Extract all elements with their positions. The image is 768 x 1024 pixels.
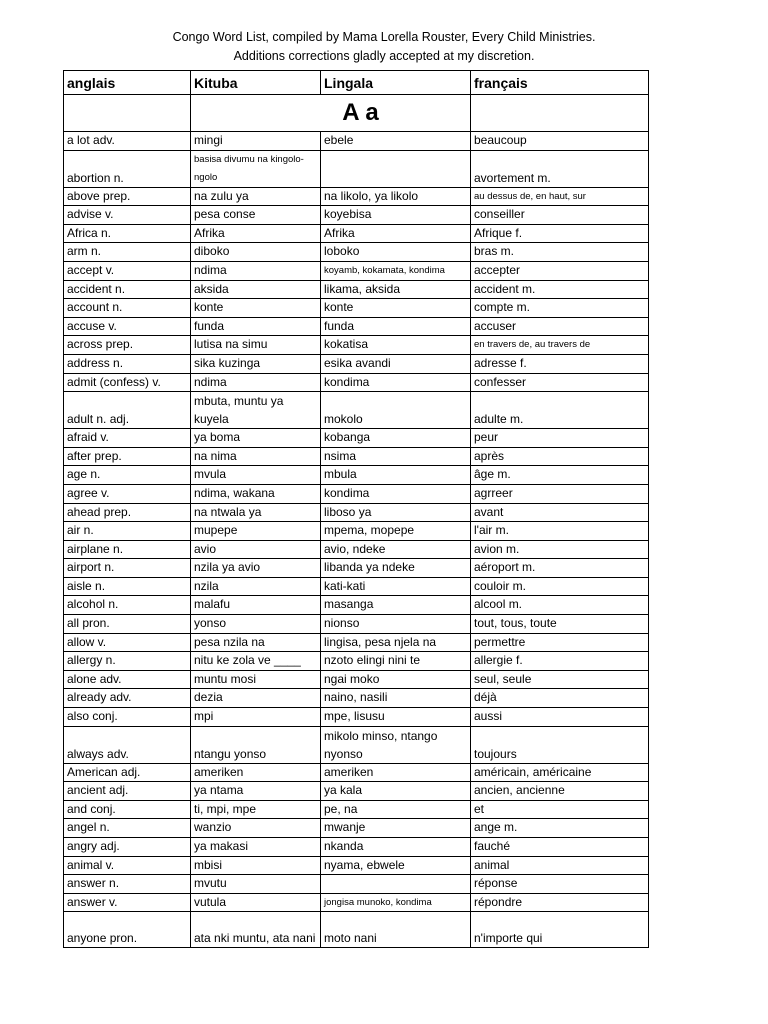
french-cell: l'air m. — [471, 522, 649, 541]
english-cell: airport n. — [64, 559, 191, 578]
english-cell: admit (confess) v. — [64, 373, 191, 392]
english-cell: alcohol n. — [64, 596, 191, 615]
lingala-cell: mpe, lisusu — [321, 708, 471, 727]
english-cell: ahead prep. — [64, 503, 191, 522]
french-cell: et — [471, 800, 649, 819]
kituba-cell: ya ntama — [191, 782, 321, 801]
french-cell: n'importe qui — [471, 912, 649, 948]
french-cell: au dessus de, en haut, sur — [471, 187, 649, 206]
table-row — [64, 447, 649, 466]
lingala-cell: Afrika — [321, 224, 471, 243]
french-cell: couloir m. — [471, 577, 649, 596]
lingala-cell: kokatisa — [321, 336, 471, 355]
french-cell: allergie f. — [471, 652, 649, 671]
french-cell: conseiller — [471, 206, 649, 225]
kituba-cell: mingi — [191, 132, 321, 151]
table-row — [64, 819, 649, 838]
english-cell: a lot adv. — [64, 132, 191, 151]
lingala-cell — [321, 875, 471, 894]
english-cell: afraid v. — [64, 429, 191, 448]
lingala-cell: nzoto elingi nini te — [321, 652, 471, 671]
kituba-cell: muntu mosi — [191, 670, 321, 689]
lingala-cell: mokolo — [321, 392, 471, 429]
english-cell: arm n. — [64, 243, 191, 262]
kituba-cell: ndima — [191, 373, 321, 392]
french-cell: américain, américaine — [471, 763, 649, 782]
lingala-cell: jongisa munoko, kondima — [321, 893, 471, 912]
table-row — [64, 299, 649, 318]
lingala-cell: libanda ya ndeke — [321, 559, 471, 578]
english-cell: angry adj. — [64, 838, 191, 857]
lingala-cell: koyamb, kokamata, kondima — [321, 261, 471, 280]
table-row — [64, 187, 649, 206]
word-list-table — [63, 70, 649, 948]
french-cell: toujours — [471, 726, 649, 763]
lingala-cell: avio, ndeke — [321, 540, 471, 559]
table-row — [64, 392, 649, 429]
kituba-cell: mupepe — [191, 522, 321, 541]
kituba-cell: ameriken — [191, 763, 321, 782]
table-row — [64, 206, 649, 225]
french-cell: agrreer — [471, 484, 649, 503]
french-cell: avortement m. — [471, 150, 649, 187]
table-row — [64, 132, 649, 151]
french-cell: après — [471, 447, 649, 466]
section-letter: A a — [191, 95, 471, 132]
kituba-cell: dezia — [191, 689, 321, 708]
english-cell: account n. — [64, 299, 191, 318]
lingala-cell — [321, 150, 471, 187]
french-cell: accuser — [471, 317, 649, 336]
french-cell: réponse — [471, 875, 649, 894]
french-cell: accident m. — [471, 280, 649, 299]
english-cell: and conj. — [64, 800, 191, 819]
english-cell: across prep. — [64, 336, 191, 355]
english-cell: always adv. — [64, 726, 191, 763]
table-row — [64, 373, 649, 392]
english-cell: already adv. — [64, 689, 191, 708]
kituba-cell: vutula — [191, 893, 321, 912]
lingala-cell: koyebisa — [321, 206, 471, 225]
kituba-cell: wanzio — [191, 819, 321, 838]
french-cell: avant — [471, 503, 649, 522]
lingala-cell: ya kala — [321, 782, 471, 801]
english-cell: after prep. — [64, 447, 191, 466]
section-letter-row — [64, 95, 649, 132]
english-cell: all pron. — [64, 615, 191, 634]
lingala-cell: ebele — [321, 132, 471, 151]
kituba-cell: mpi — [191, 708, 321, 727]
lingala-cell: kondima — [321, 484, 471, 503]
table-row — [64, 838, 649, 857]
french-cell: adulte m. — [471, 392, 649, 429]
english-cell: air n. — [64, 522, 191, 541]
table-row — [64, 875, 649, 894]
table-row — [64, 782, 649, 801]
french-cell: peur — [471, 429, 649, 448]
table-header-row — [64, 71, 649, 95]
table-row — [64, 540, 649, 559]
table-row — [64, 800, 649, 819]
french-cell: animal — [471, 856, 649, 875]
english-cell: agree v. — [64, 484, 191, 503]
english-cell: above prep. — [64, 187, 191, 206]
lingala-cell: moto nani — [321, 912, 471, 948]
kituba-cell: yonso — [191, 615, 321, 634]
kituba-cell: sika kuzinga — [191, 354, 321, 373]
lingala-cell: ameriken — [321, 763, 471, 782]
kituba-cell: ya boma — [191, 429, 321, 448]
french-cell: âge m. — [471, 466, 649, 485]
table-row — [64, 466, 649, 485]
english-cell: allergy n. — [64, 652, 191, 671]
lingala-cell: loboko — [321, 243, 471, 262]
table-row — [64, 317, 649, 336]
lingala-cell: esika avandi — [321, 354, 471, 373]
table-row — [64, 912, 649, 948]
kituba-cell: mbisi — [191, 856, 321, 875]
kituba-cell: ata nki muntu, ata nani — [191, 912, 321, 948]
kituba-cell: nitu ke zola ve ____ — [191, 652, 321, 671]
table-row — [64, 354, 649, 373]
kituba-cell: na ntwala ya — [191, 503, 321, 522]
lingala-cell: naino, nasili — [321, 689, 471, 708]
english-cell: allow v. — [64, 633, 191, 652]
kituba-cell: na zulu ya — [191, 187, 321, 206]
column-header-lingala: Lingala — [321, 71, 471, 95]
table-row — [64, 336, 649, 355]
french-cell: permettre — [471, 633, 649, 652]
english-cell: Africa n. — [64, 224, 191, 243]
column-header-francais: français — [471, 71, 649, 95]
lingala-cell: na likolo, ya likolo — [321, 187, 471, 206]
lingala-cell: konte — [321, 299, 471, 318]
lingala-cell: mikolo minso, ntango nyonso — [321, 726, 471, 763]
table-row — [64, 726, 649, 763]
english-cell: answer n. — [64, 875, 191, 894]
table-row — [64, 615, 649, 634]
kituba-cell: Afrika — [191, 224, 321, 243]
english-cell: accept v. — [64, 261, 191, 280]
french-cell: répondre — [471, 893, 649, 912]
kituba-cell: konte — [191, 299, 321, 318]
lingala-cell: kati-kati — [321, 577, 471, 596]
table-row — [64, 261, 649, 280]
table-row — [64, 224, 649, 243]
english-cell: aisle n. — [64, 577, 191, 596]
french-cell: tout, tous, toute — [471, 615, 649, 634]
kituba-cell: lutisa na simu — [191, 336, 321, 355]
english-cell: ancient adj. — [64, 782, 191, 801]
lingala-cell: nkanda — [321, 838, 471, 857]
table-row — [64, 596, 649, 615]
english-cell: also conj. — [64, 708, 191, 727]
french-cell: ange m. — [471, 819, 649, 838]
table-row — [64, 763, 649, 782]
lingala-cell: liboso ya — [321, 503, 471, 522]
french-cell: ancien, ancienne — [471, 782, 649, 801]
kituba-cell: nzila — [191, 577, 321, 596]
kituba-cell: pesa nzila na — [191, 633, 321, 652]
lingala-cell: pe, na — [321, 800, 471, 819]
kituba-cell: na nima — [191, 447, 321, 466]
french-cell: beaucoup — [471, 132, 649, 151]
french-cell: aéroport m. — [471, 559, 649, 578]
kituba-cell: nzila ya avio — [191, 559, 321, 578]
table-row — [64, 633, 649, 652]
kituba-cell: ti, mpi, mpe — [191, 800, 321, 819]
column-header-anglais: anglais — [64, 71, 191, 95]
english-cell: angel n. — [64, 819, 191, 838]
table-row — [64, 670, 649, 689]
kituba-cell: basisa divumu na kingolo-ngolo — [191, 150, 321, 187]
kituba-cell: aksida — [191, 280, 321, 299]
document-header — [0, 28, 768, 66]
french-cell: seul, seule — [471, 670, 649, 689]
english-cell: address n. — [64, 354, 191, 373]
table-row — [64, 150, 649, 187]
kituba-cell: mbuta, muntu ya kuyela — [191, 392, 321, 429]
french-cell: fauché — [471, 838, 649, 857]
kituba-cell: ntangu yonso — [191, 726, 321, 763]
lingala-cell: masanga — [321, 596, 471, 615]
english-cell: adult n. adj. — [64, 392, 191, 429]
lingala-cell: nyama, ebwele — [321, 856, 471, 875]
english-cell: answer v. — [64, 893, 191, 912]
lingala-cell: mwanje — [321, 819, 471, 838]
english-cell: advise v. — [64, 206, 191, 225]
lingala-cell: lingisa, pesa njela na — [321, 633, 471, 652]
english-cell: American adj. — [64, 763, 191, 782]
french-cell: compte m. — [471, 299, 649, 318]
english-cell: airplane n. — [64, 540, 191, 559]
french-cell: bras m. — [471, 243, 649, 262]
column-header-kituba: Kituba — [191, 71, 321, 95]
table-row — [64, 522, 649, 541]
english-cell: age n. — [64, 466, 191, 485]
table-row — [64, 559, 649, 578]
lingala-cell: nsima — [321, 447, 471, 466]
french-cell: Afrique f. — [471, 224, 649, 243]
kituba-cell: pesa conse — [191, 206, 321, 225]
table-row — [64, 243, 649, 262]
lingala-cell: funda — [321, 317, 471, 336]
english-cell: accident n. — [64, 280, 191, 299]
english-cell: accuse v. — [64, 317, 191, 336]
table-row — [64, 484, 649, 503]
table-row — [64, 503, 649, 522]
english-cell: animal v. — [64, 856, 191, 875]
french-cell: déjà — [471, 689, 649, 708]
kituba-cell: avio — [191, 540, 321, 559]
table-row — [64, 280, 649, 299]
kituba-cell: ndima — [191, 261, 321, 280]
lingala-cell: ngai moko — [321, 670, 471, 689]
english-cell: alone adv. — [64, 670, 191, 689]
french-cell: aussi — [471, 708, 649, 727]
header-line-2: Additions corrections gladly accepted at my discretion. — [233, 49, 535, 63]
lingala-cell: mpema, mopepe — [321, 522, 471, 541]
table-row — [64, 429, 649, 448]
french-cell: confesser — [471, 373, 649, 392]
lingala-cell: likama, aksida — [321, 280, 471, 299]
kituba-cell: diboko — [191, 243, 321, 262]
kituba-cell: mvutu — [191, 875, 321, 894]
kituba-cell: ndima, wakana — [191, 484, 321, 503]
lingala-cell: nionso — [321, 615, 471, 634]
french-cell: alcool m. — [471, 596, 649, 615]
table-row — [64, 689, 649, 708]
header-line-1: Congo Word List, compiled by Mama Lorella Rouster, Every Child Ministries. — [172, 30, 596, 44]
kituba-cell: funda — [191, 317, 321, 336]
french-cell: accepter — [471, 261, 649, 280]
kituba-cell: ya makasi — [191, 838, 321, 857]
lingala-cell: kobanga — [321, 429, 471, 448]
kituba-cell: mvula — [191, 466, 321, 485]
french-cell: avion m. — [471, 540, 649, 559]
english-cell: abortion n. — [64, 150, 191, 187]
table-row — [64, 708, 649, 727]
table-row — [64, 856, 649, 875]
english-cell: anyone pron. — [64, 912, 191, 948]
french-cell: adresse f. — [471, 354, 649, 373]
table-row — [64, 893, 649, 912]
kituba-cell: malafu — [191, 596, 321, 615]
french-cell: en travers de, au travers de — [471, 336, 649, 355]
lingala-cell: kondima — [321, 373, 471, 392]
lingala-cell: mbula — [321, 466, 471, 485]
table-row — [64, 577, 649, 596]
table-row — [64, 652, 649, 671]
